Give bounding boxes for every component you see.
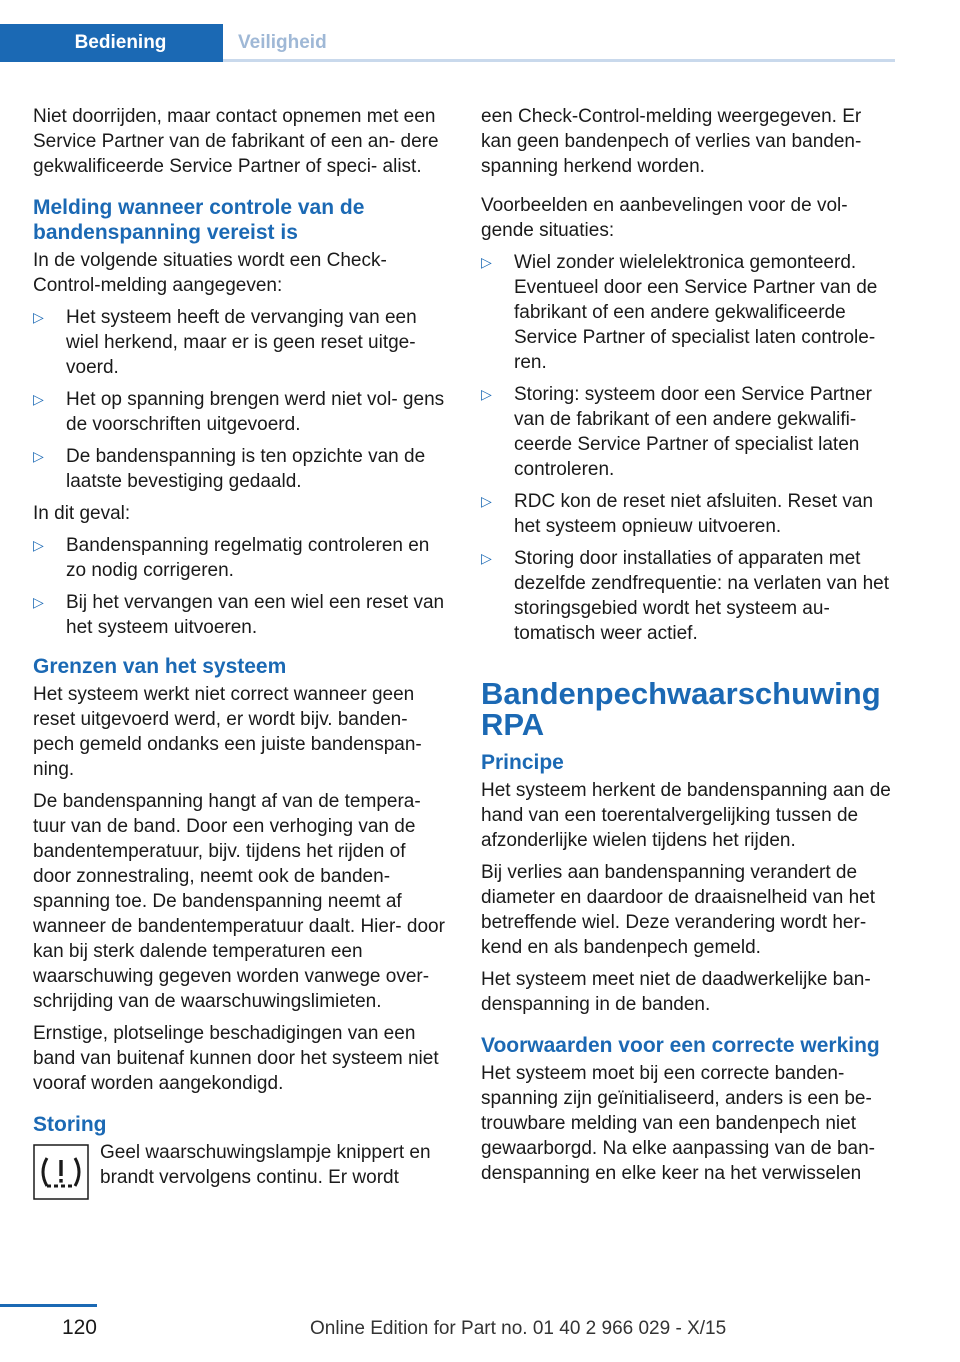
triangle-bullet-icon: ▷ xyxy=(33,309,44,325)
list-item: ▷ Bij het vervangen van een wiel een reset van het systeem uitvoeren. xyxy=(33,592,445,638)
triangle-bullet-icon: ▷ xyxy=(481,254,492,270)
paragraph: In dit geval: xyxy=(33,503,131,524)
section-heading-melding: Melding wanneer controle van de bandenspanning vereist is xyxy=(33,196,365,244)
list-item: ▷ De bandenspanning is ten opzichte van de laatste bevestiging gedaald. xyxy=(33,446,426,492)
right-column xyxy=(481,104,896,1193)
bullet-list xyxy=(33,305,448,494)
triangle-bullet-icon: ▷ xyxy=(33,537,44,553)
paragraph: Het systeem moet bij een correcte banden‐ spanning zijn geïnitialiseerd, anders is een be‐ trouwbare melding van een bandenpech niet gewaarborgd. Na elke aanpassing van de ban‐ denspanning en elke keer na het verwisselen xyxy=(481,1063,875,1184)
warning-text: Geel waarschuwingslampje knippert en brandt vervolgens continu. Er wordt xyxy=(100,1142,431,1188)
list-item: ▷ RDC kon de reset niet afsluiten. Reset van het systeem opnieuw uitvoeren. xyxy=(481,491,874,537)
section-heading-voorwaarden: Voorwaarden voor een correcte werking xyxy=(481,1034,880,1057)
paragraph: Voorbeelden en aanbevelingen voor de vol‐ gende situaties: xyxy=(481,195,848,241)
header-divider xyxy=(223,59,895,62)
list-item: ▷ Het systeem heeft de vervanging van een wiel herkend, maar er is geen reset uitge‐ voerd. xyxy=(33,307,417,378)
bullet-list xyxy=(481,250,896,646)
triangle-bullet-icon: ▷ xyxy=(481,493,492,509)
paragraph: In de volgende situaties wordt een Check- Control-melding aangegeven: xyxy=(33,250,387,296)
triangle-bullet-icon: ▷ xyxy=(481,550,492,566)
list-item: ▷ Bandenspanning regelmatig controleren en zo nodig corrigeren. xyxy=(33,535,430,581)
list-item: ▷ Wiel zonder wielelektronica gemonteerd. Eventueel door een Service Partner van de fabrikant of een andere gekwalificeerde Service Partner of specialist laten controle‐ ren. xyxy=(481,252,878,373)
paragraph: Ernstige, plotselinge beschadigingen van een band van buitenaf kunnen door het systeem niet vooraf worden aangekondigd. xyxy=(33,1023,439,1094)
triangle-bullet-icon: ▷ xyxy=(33,391,44,407)
edition-footer: Online Edition for Part no. 01 40 2 966 029 - X/15 xyxy=(310,1318,727,1339)
list-item: ▷ Het op spanning brengen werd niet vol‐ gens de voorschriften uitgevoerd. xyxy=(33,389,445,435)
list-item: ▷ Storing door installaties of apparaten met dezelfde zendfrequentie: na verlaten van het storingsgebied wordt het systeem au‐ tomatisch weer actief. xyxy=(481,548,889,644)
paragraph: Het systeem werkt niet correct wanneer geen reset uitgevoerd werd, er wordt bijv. banden‐ pech gemeld ondanks een juiste bandenspan‐ ning. xyxy=(33,684,422,780)
section-heading-storing: Storing xyxy=(33,1113,107,1136)
paragraph: een Check-Control-melding weergegeven. Er kan geen bandenpech of verlies van banden‐ spanning herkend worden. xyxy=(481,106,862,177)
section-heading-grenzen: Grenzen van het systeem xyxy=(33,655,287,678)
paragraph: Het systeem meet niet de daadwerkelijke ban‐ denspanning in de banden. xyxy=(481,969,871,1015)
left-column xyxy=(33,104,448,1200)
tire-pressure-warning-icon xyxy=(33,1144,89,1200)
list-item: ▷ Storing: systeem door een Service Partner van de fabrikant of een andere gekwalifi‐ ceerde Service Partner of specialist laten controleren. xyxy=(481,384,873,480)
paragraph: Het systeem herkent de bandenspanning aan de hand van een toerentalvergelijking tussen de afzonderlijke wielen tijdens het rijden. xyxy=(481,780,891,851)
footer-divider xyxy=(0,1304,97,1307)
section-heading-principe: Principe xyxy=(481,751,564,774)
chapter-heading-rpa: Bandenpechwaarschuwing RPA xyxy=(481,676,881,742)
paragraph: De bandenspanning hangt af van de tempera‐ tuur van de band. Door een verhoging van de bandentemperatuur, bijv. tijdens het rijden of door zonnestraling, neemt ook de banden‐ spanning toe. De bandenspanning neemt af wanneer de bandentemperatuur daalt. Hier‐ door kan bij sterk dalende temperaturen een waarschuwing gegeven worden vanwege over‐ schrijding van de waarschuwingslimieten. xyxy=(33,791,445,1012)
bullet-list xyxy=(33,533,448,640)
triangle-bullet-icon: ▷ xyxy=(33,448,44,464)
tab-veiligheid[interactable]: Veiligheid xyxy=(238,32,327,53)
triangle-bullet-icon: ▷ xyxy=(481,386,492,402)
paragraph: Bij verlies aan bandenspanning verandert de diameter en daardoor de draaisnelheid van het betreffende wiel. Deze verandering wordt her‐ kend en als bandenpech gemeld. xyxy=(481,862,875,958)
triangle-bullet-icon: ▷ xyxy=(33,594,44,610)
header-bar xyxy=(0,0,960,62)
page-number: 120 xyxy=(61,1316,97,1339)
intro-paragraph: Niet doorrijden, maar contact opnemen met een Service Partner van de fabrikant of een an‐ dere gekwalificeerde Service Partner of speci‐ alist. xyxy=(33,106,439,177)
warning-row xyxy=(33,1140,448,1200)
tab-bediening[interactable]: Bediening xyxy=(0,24,223,62)
